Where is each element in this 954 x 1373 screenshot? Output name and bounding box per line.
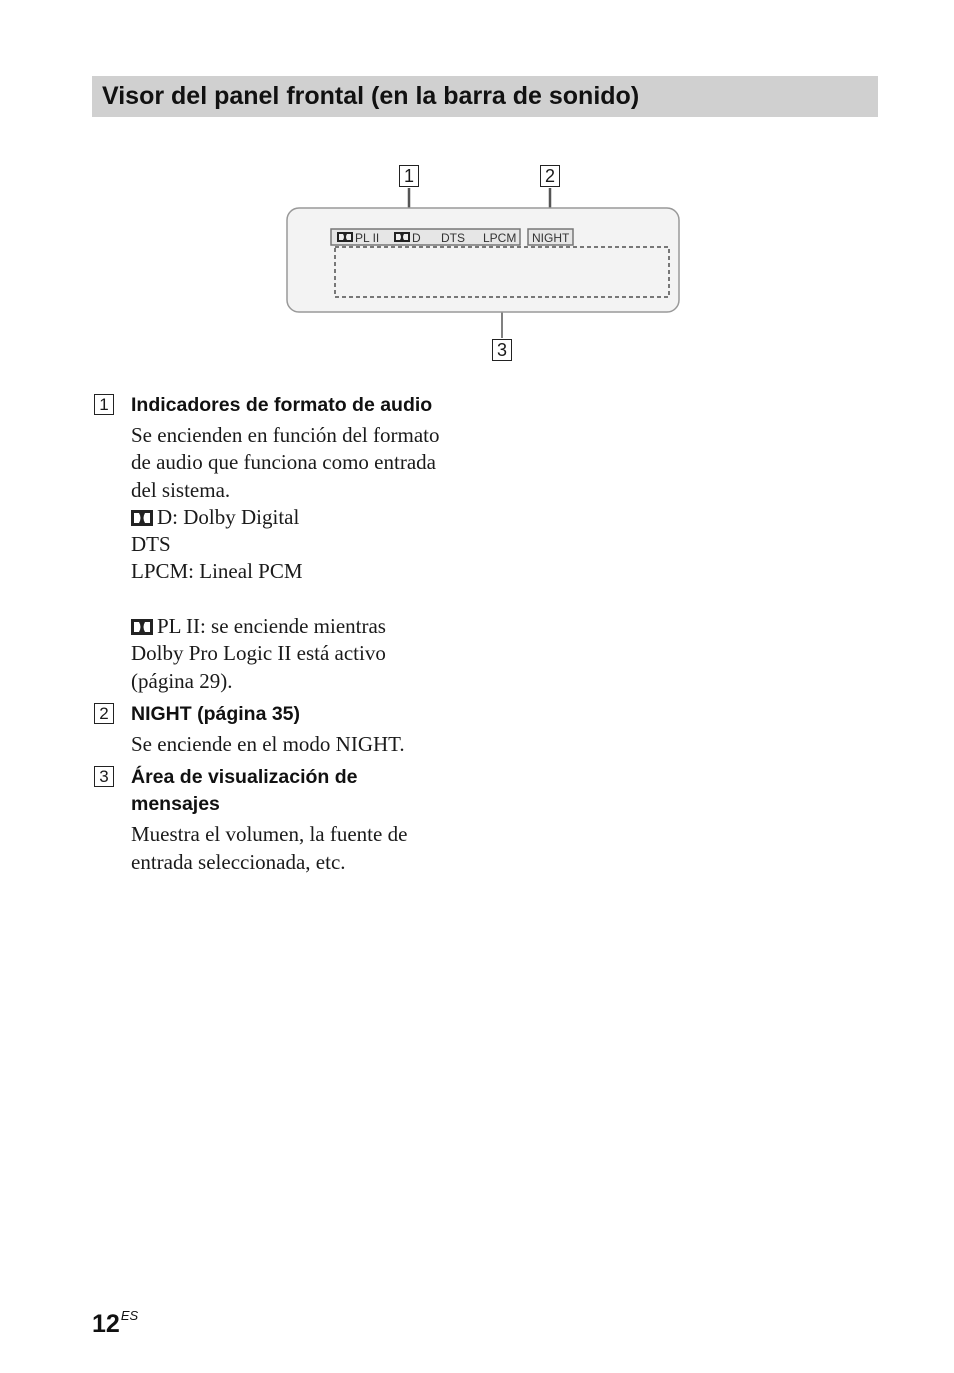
page-number-value: 12 (92, 1310, 120, 1338)
item-body (131, 422, 494, 695)
heading-line: Área de visualización de (131, 766, 358, 789)
display-label-dts: DTS (441, 231, 465, 245)
dolby-icon (131, 619, 153, 635)
item-number: 3 (94, 766, 114, 787)
list-item (94, 701, 494, 758)
body-line: Se enciende en el modo NIGHT. (131, 731, 405, 756)
body-line: DTS (131, 532, 171, 557)
display-label-dolby-d: D (412, 231, 421, 245)
dolby-d-text: D: Dolby Digital (157, 504, 300, 529)
body-line: Muestra el volumen, la fuente de (131, 822, 408, 847)
section-title: Visor del panel frontal (en la barra de sonido) (92, 76, 878, 117)
page-number (92, 1308, 138, 1339)
dolby-icon (337, 232, 353, 242)
callout-1: 1 (399, 165, 419, 187)
list-item (94, 764, 494, 876)
display-label-night: NIGHT (532, 231, 570, 245)
dolby-icon (131, 510, 153, 526)
body-line: de audio que funciona como entrada (131, 450, 436, 475)
item-number: 2 (94, 703, 114, 724)
plii-text: PL II: se enciende mientras (157, 614, 386, 639)
body-line: entrada seleccionada, etc. (131, 849, 346, 874)
item-heading: Indicadores de formato de audio (131, 394, 433, 416)
heading-line: mensajes (131, 793, 220, 816)
description-list (94, 392, 494, 882)
callout-2: 2 (540, 165, 560, 187)
item-heading (131, 764, 494, 818)
list-item (94, 392, 494, 695)
body-line: LPCM: Lineal PCM (131, 559, 303, 584)
dolby-d-line (131, 504, 494, 531)
body-line: del sistema. (131, 477, 231, 502)
plii-line (131, 613, 494, 640)
item-body (131, 821, 494, 876)
body-line: Se encienden en función del formato (131, 423, 440, 447)
dolby-icon (394, 232, 410, 242)
page-language-suffix: ES (120, 1308, 139, 1323)
item-number: 1 (94, 394, 114, 415)
body-line: (página 29). (131, 668, 233, 693)
item-body (131, 731, 494, 758)
body-line: Dolby Pro Logic II está activo (131, 641, 386, 666)
blank-line (131, 586, 494, 613)
item-heading: NIGHT (página 35) (131, 702, 301, 725)
front-panel-diagram (0, 0, 954, 400)
display-label-lpcm: LPCM (483, 231, 517, 245)
callout-3: 3 (492, 339, 512, 361)
display-label-plii: PL II (355, 231, 380, 245)
